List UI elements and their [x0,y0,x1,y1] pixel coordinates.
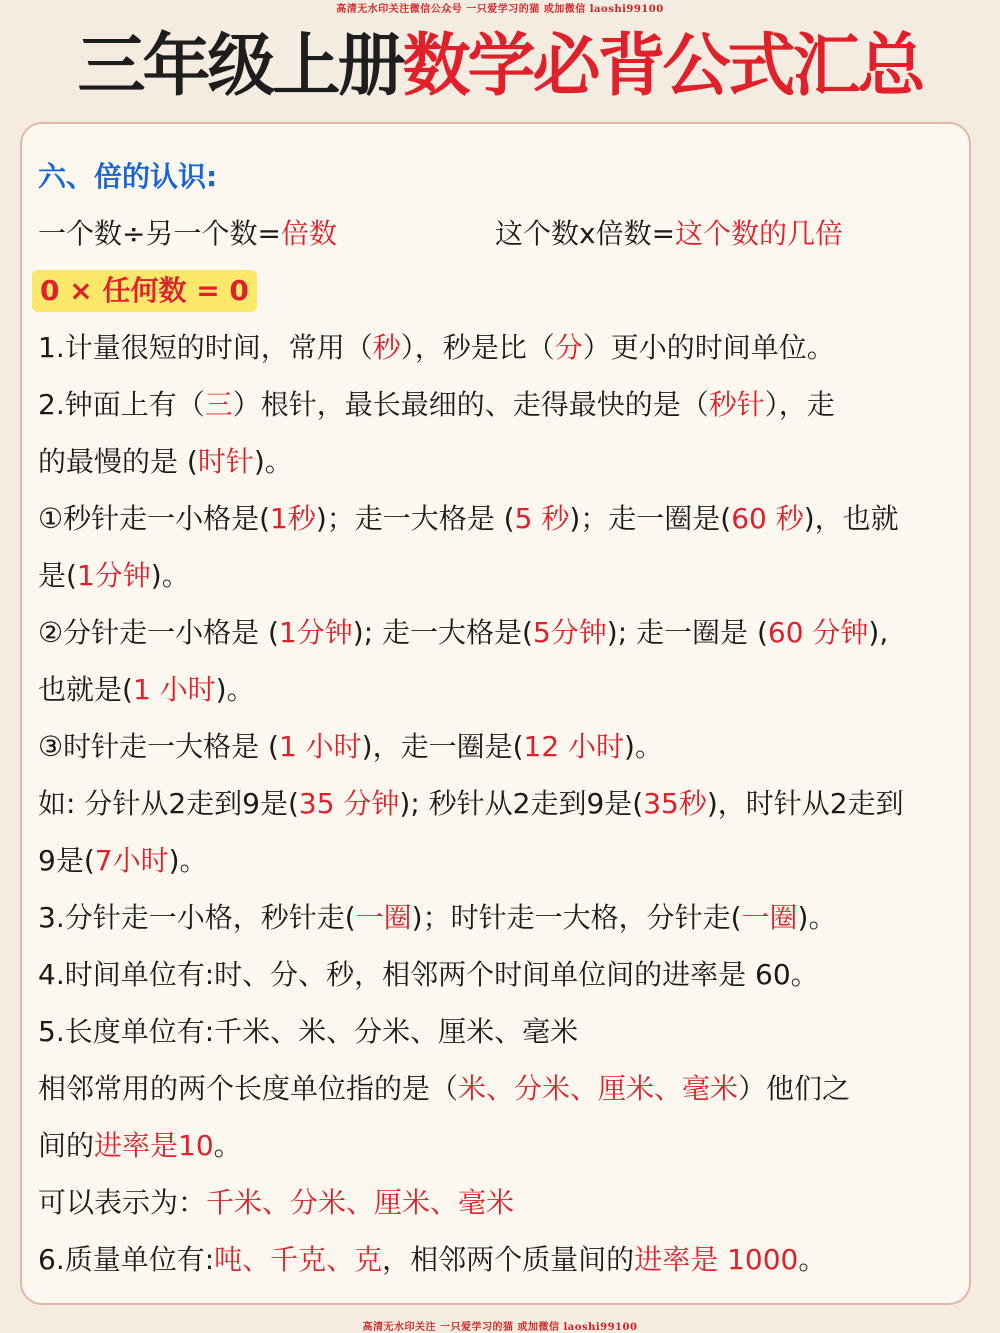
answer-seg: 米、分米、厘米、毫米 [458,1072,739,1105]
text-seg: ②分针走一小格是 ( [38,616,279,649]
text-seg: )，也就 [803,502,899,535]
answer-seg: 1分钟 [278,616,353,649]
answer-seg: 5 秒 [514,502,570,535]
answer-seg: 千米、分米、厘米、毫米 [206,1186,515,1219]
answer-seg: 35秒 [643,787,707,820]
answer-seg: 35 分钟 [298,787,400,820]
bottom-watermark: 高清无水印关注 一只爱学习的猫 或加微信 laoshi99100 [362,1322,638,1333]
answer-seg: 进率是10 [94,1129,214,1162]
item-line [38,319,968,376]
formula-1 [38,205,337,262]
text-seg: ），走 [764,388,835,421]
title-part-black: 三年级上册 [77,27,403,106]
text-seg: 可以表示为： [38,1186,207,1219]
formula-1-result: 倍数 [280,217,337,250]
text-seg: 如: 分针从2走到9是( [38,787,299,820]
answer-seg: 1秒 [270,502,316,535]
text-seg: ）更小的时间单位。 [582,331,835,364]
answer-seg: 三 [204,388,233,421]
item-line [38,661,968,718]
content-body [38,148,968,1288]
answer-seg: 一圈 [355,901,412,934]
answer-seg: 时针 [197,445,254,478]
formula-line [38,205,968,262]
text-seg: 也就是( [38,673,133,706]
text-seg: ); 走一圈是 ( [606,616,768,649]
item-line [38,775,968,832]
item-line [38,547,968,604]
answer-seg: 7小时 [94,844,169,877]
text-seg: )。 [150,559,190,592]
text-seg: ), [868,616,889,649]
answer-seg: 秒 [372,331,401,364]
answer-seg: 5分钟 [532,616,607,649]
item-line [38,718,968,775]
answer-seg: 吨、千克、克 [214,1243,383,1276]
text-seg: )；走一大格是 ( [315,502,515,535]
item-line [38,1060,968,1117]
text-seg: )。 [797,901,837,934]
page-title [0,22,1000,112]
item-line [38,889,968,946]
text-seg: 4.时间单位有:时、分、秒，相邻两个时间单位间的进率是 60。 [38,958,819,991]
item-line [38,490,968,547]
text-seg: 9是( [38,844,95,877]
text-seg: )；时针走一大格，分针走( [411,901,742,934]
section-heading: 六、倍的认识: [38,160,218,193]
text-seg: 3.分针走一小格，秒针走( [38,901,356,934]
text-seg: ①秒针走一小格是( [38,502,271,535]
text-seg: 的最慢的是 ( [38,445,198,478]
text-seg: 。 [798,1243,827,1276]
item-line [38,604,968,661]
answer-seg: 秒针 [708,388,765,421]
answer-seg: 60 分钟 [767,616,869,649]
zero-rule-highlight: 0 × 任何数 = 0 [32,270,257,312]
text-seg: 间的 [38,1129,95,1162]
text-seg: ）根针，最长最细的、走得最快的是（ [232,388,709,421]
answer-seg: 1 小时 [132,673,216,706]
text-seg: )，时针从2走到 [706,787,904,820]
formula-1-text: 一个数÷另一个数= [38,217,281,250]
answer-seg: 12 小时 [523,730,625,763]
zero-rule-line [38,262,968,319]
text-seg: ）他们之 [738,1072,851,1105]
answer-seg: 1分钟 [76,559,151,592]
title-part-red: 数学必背公式汇总 [402,27,923,106]
text-seg: )，走一圈是( [361,730,524,763]
text-seg: ); 秒针从2走到9是( [399,787,644,820]
text-seg: 2.钟面上有（ [38,388,205,421]
item-line [38,1117,968,1174]
item-line [38,1174,968,1231]
item-line [38,1003,968,1060]
text-seg: 5.长度单位有:千米、米、分米、厘米、毫米 [38,1015,579,1048]
text-seg: )。 [168,844,208,877]
text-seg: 1.计量很短的时间，常用（ [38,331,373,364]
formula-2-text: 这个数x倍数= [495,217,676,250]
text-seg: 是( [38,559,77,592]
top-watermark: 高清无水印关注微信公众号 一只爱学习的猫 或加微信 laoshi99100 [336,4,664,15]
item-line [38,376,968,433]
text-seg: ③时针走一大格是 ( [38,730,279,763]
answer-seg: 进率是 1000 [634,1243,799,1276]
text-seg: 相邻常用的两个长度单位指的是（ [38,1072,459,1105]
text-seg: 6.质量单位有: [38,1243,215,1276]
item-line [38,832,968,889]
text-seg: ); 走一大格是( [352,616,533,649]
text-seg: ，相邻两个质量间的 [382,1243,635,1276]
formula-2 [495,205,843,262]
answer-seg: 1 小时 [278,730,362,763]
answer-seg: 分 [554,331,583,364]
text-seg: )。 [215,673,255,706]
item-line [38,1231,968,1288]
text-seg: )；走一圈是( [569,502,732,535]
formula-2-result: 这个数的几倍 [675,217,844,250]
text-seg: )。 [253,445,293,478]
item-line [38,946,968,1003]
text-seg: 。 [213,1129,242,1162]
answer-seg: 一圈 [741,901,798,934]
text-seg: )。 [624,730,663,763]
item-line [38,433,968,490]
answer-seg: 60 秒 [731,502,804,535]
text-seg: ），秒是比（ [400,331,555,364]
